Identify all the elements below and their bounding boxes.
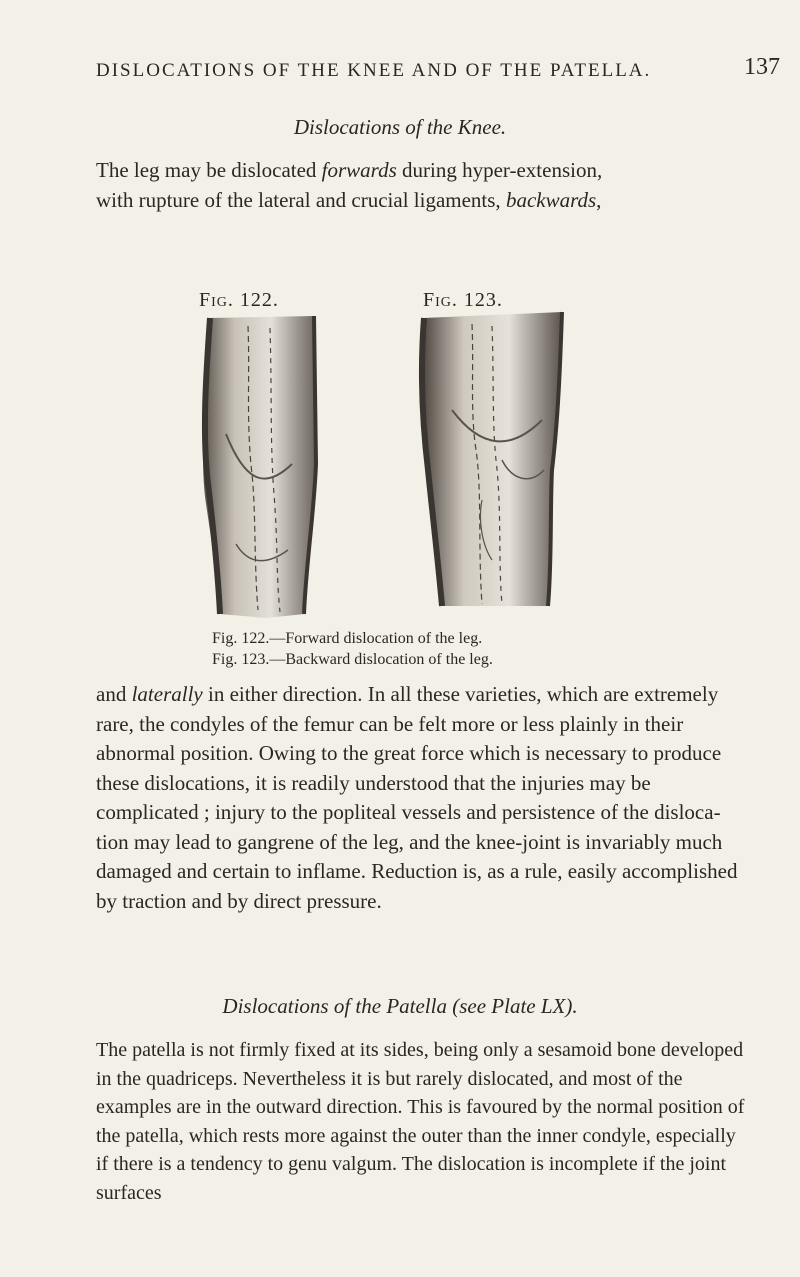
page-number: 137 (744, 54, 780, 80)
running-head: DISLOCATIONS OF THE KNEE AND OF THE PATELLA. (96, 60, 652, 81)
emphasis-laterally: laterally (131, 682, 203, 706)
section-heading-knee: Dislocations of the Knee. (293, 115, 507, 139)
figure-123-label: Fig. 123. (423, 289, 503, 311)
body-paragraph-knee: and laterally in either direction. In all these varieties, which are extremely rare, the condyles of the femur can be felt more or less plainly in their abnormal position. Owing to the great force which is necessary to produce these dislocations, it is readily understood that the injuries may be complicated ; injury to the popliteal vessels and persistence of the disloca-tion may lead to gangrene of the leg, and the knee-joint is invariably much damaged and certain to inflame. Reduction is, as a rule, easily accomplished by traction and by direct pressure. (96, 682, 738, 913)
backward-dislocation-illustration (412, 310, 564, 610)
emphasis-forwards: forwards (321, 158, 397, 182)
figure-122-caption: Fig. 122.—Forward dislocation of the leg. (212, 630, 483, 647)
figure-122-label: Fig. 122. (199, 289, 279, 311)
emphasis-backwards: backwards (505, 187, 597, 212)
intro-paragraph: The leg may be dislocated forwards during hyper-extension, with rupture of the lateral and crucial ligaments, backwards, (96, 158, 603, 212)
figure-123-caption: Fig. 123.—Backward dislocation of the leg. (212, 651, 493, 668)
forward-dislocation-illustration (196, 314, 324, 620)
body-paragraph-patella: The patella is not firmly fixed at its sides, being only a sesamoid bone developed in the quadriceps. Nevertheless it is but rarely dislocated, and most of the examples are in the outward direction. This is favoured by the normal position of the patella, which rests more against the outer than the inner condyle, especially if there is a tendency to genu valgum. The dislocation is incomplete if the joint surfaces (96, 1039, 745, 1204)
section-heading-patella: Dislocations of the Patella (see Plate LX). (222, 994, 578, 1018)
